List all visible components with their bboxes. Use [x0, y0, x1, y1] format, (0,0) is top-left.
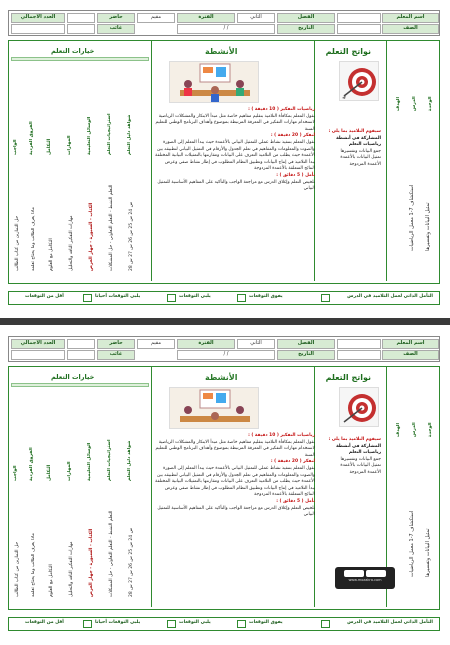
warmup-text: يقول المعلم بمكافأة التلاميذ بتقليم مفاهيم خاصة مثل مبدأ الابتكار والمشكلات الرياضية لاستخدام مهارات التفكير في المعرفة المرتبطة بموضوع وأهداف البرنامج الوطني للتعليم السنة — [155, 113, 315, 132]
goals-block — [319, 129, 381, 239]
outcomes-title-2: نواتج التعلم — [325, 373, 371, 382]
absent-field[interactable] — [67, 24, 95, 34]
date-label-2: التاريخ — [277, 350, 335, 360]
teacher-label-2: اسم المعلم — [382, 339, 439, 349]
period-value-2: مقيم — [137, 339, 175, 349]
lesson-header-2: الدرس — [412, 422, 417, 437]
plan-body — [8, 40, 440, 284]
close-text: يبدأ التلاميذ في إنتاج البيانات وتطبيق النظام المطلوب في إطار نشاط صفي وعرض النتائج المتعلقة بالأعمدة المزدوجة — [164, 159, 315, 172]
exceed-checkbox[interactable] — [321, 294, 330, 302]
choices-title-2: خيارات التعلم — [51, 373, 95, 381]
classroom-illustration — [169, 61, 259, 103]
strategies-header: استراتيجيات التعلم — [107, 113, 112, 155]
total-field-2[interactable] — [11, 350, 65, 360]
date-label: التاريخ — [277, 24, 335, 34]
period-label-2: الفترة — [177, 339, 235, 349]
period-label: الفترة — [177, 13, 235, 23]
goals-block-2: سيقوم التلاميذ بما يلي : المشاركة في أنشطة رياضيات التعلم جمع البيانات وتفسيرها تمثيل البيانات بالأعمدة الأعمدة المزدوجة — [328, 437, 381, 475]
class-field-2[interactable] — [337, 350, 381, 360]
below-label: أقل من التوقعات — [25, 294, 64, 299]
lesson-plan-sheet-1 — [8, 10, 440, 308]
semester-value: الثاني — [237, 13, 275, 23]
evidence-list: س 24 س 25 س 26 س 27 س 28 — [129, 201, 134, 271]
total-label: العدد الاجمالي — [11, 13, 65, 23]
present-field-2[interactable] — [67, 339, 95, 349]
activities-text-2: رياضيات التفكير ( 10 دقيقة ) : يقول المعلم بمكافأة التلاميذ بتقليم مفاهيم خاصة مثل مبدأ الابتكار والمشكلات الرياضية لاستخدام مهارات التفكير في المعرفة المرتبطة بموضوع وأهداف البرنامج الوطني للتعليم السنة لنفكر ( 20 دقيقة ) : يقول المعلم بتنفيذ نشاط عملي للتمثيل البياني بالأعمدة حيث يبدأ المعلم إلى الصورة والصوت والمعلومات والمفاهيم في تعلم الجدول والأرقام في التمثيل البياني لتطبيقه بين الأعمدة حيث يطلب من التلاميذ التعرف على البيانات ومقارنتها بالتمثيلات البيانية المختلفة يبدأ التلاميذ في إنتاج البيانات وتطبيق النظام المطلوب في إطار نشاط صفي وعرض النتائج المتعلقة بالأعمدة المزدوجة تأمل ( 5 دقائق ) : تلخيص التعلم وإغلاق الدرس مع مراجعة الواجب والتأكيد على المفاهيم الأساسية للتمثيل البياني — [155, 433, 315, 518]
class-field[interactable] — [337, 24, 381, 34]
semester-value-2: الثاني — [237, 339, 275, 349]
total-field[interactable] — [11, 24, 65, 34]
choices-title: خيارات التعلم — [51, 47, 95, 55]
skills-text: مهارات التفكير الناقد والتحليل — [69, 215, 74, 271]
present-label-2: حاضر — [97, 339, 135, 349]
reflection-footer — [8, 291, 440, 305]
objective-header: الهدف — [396, 96, 401, 111]
semester-label: الفصل — [277, 13, 335, 23]
goal-item-1: المشاركة في أنشطة رياضيات التعلم — [336, 135, 381, 148]
main-text: يقول المعلم بتنفيذ نشاط عملي للتمثيل البياني بالأعمدة حيث يبدأ المعلم إلى الصورة والصوت والمعلومات والمفاهيم في تعلم الجدول والأرقام في التمثيل البياني لتطبيقه بين الأعمدة حيث يطلب من التلاميذ التعرف على البيانات ومقارنتها بالتمثيلات البيانية المختلفة — [155, 139, 315, 159]
period-value: مقيم — [137, 13, 175, 23]
evidence-header: شواهد دليل التعلم — [127, 114, 132, 155]
teacher-label: اسم المعلم — [382, 13, 439, 23]
unit-header: الوحدة — [428, 96, 433, 111]
teacher-name-field[interactable] — [337, 13, 381, 23]
date-value-2: / / — [177, 350, 275, 360]
sometimes-checkbox[interactable] — [167, 294, 176, 302]
meets-label: يلبي التوقعات — [179, 294, 211, 299]
goal-item-4: الأعمدة المزدوجة — [349, 161, 381, 167]
absent-label-2: غائب — [97, 350, 135, 360]
tools-header: الوسائل التعليمية — [87, 116, 92, 155]
lesson-plan-sheet-2 — [8, 336, 440, 636]
reflection-footer-2: التأمل الذاتي لعمل التلاميذ في الدرس يفوق التوقعات يلبي التوقعات يلبي التوقعات أحيانا أقل من التوقعات — [8, 617, 440, 631]
sheet-header-2 — [8, 336, 440, 362]
promo-site: www.mozakra.com — [348, 578, 382, 582]
meets-checkbox-2[interactable] — [237, 620, 246, 628]
unit-header-2: الوحدة — [428, 422, 433, 437]
evidence-list-2: س 24 س 25 س 26 س 27 س 28 — [129, 527, 134, 597]
below-checkbox[interactable] — [83, 294, 92, 302]
strategies-text: التعلم النشط - التعلم التعاوني - حل المشكلات — [109, 184, 114, 271]
page-divider — [0, 318, 450, 325]
plan-body-2: الوحدة الدرس الهدف تمثيل البيانات وتفسيرها استكشاف 7-1 معمل الرياضيات نواتج التعلم سيقوم التلاميذ بما يلي : المشاركة في أنشطة رياضيات التعلم جمع البيانات وتفسيرها تمثيل البيانات بالأعمدة الأعمدة المزدوجة الأنشطة رياضيات التفكير ( 10 دقيقة ) : يقول المعلم بمكافأة التلاميذ بتقليم مفاهيم خاصة مثل مبدأ الابتكار والمشكلات الرياضية لاستخدام مهارات التفكير في المعرفة المرتبطة بموضوع وأهداف البرنامج الوطني للتعليم السنة لنفكر ( 20 دقيقة ) : يقول المعلم بتنفيذ نشاط عملي للتمثيل البياني بالأعمدة حيث يبدأ المعلم إلى الصورة والصوت والمعلومات والمفاهيم في تعلم الجدول والأرقام في التمثيل البياني لتطبيقه بين الأعمدة حيث يطلب من التلاميذ التعرف على البيانات ومقارنتها بالتمثيلات البيانية المختلفة يبدأ التلاميذ في إنتاج البيانات وتطبيق النظام المطلوب في إطار نشاط صفي وعرض النتائج المتعلقة بالأعمدة المزدوجة تأمل ( 5 دقائق ) : تلخيص التعلم وإغلاق الدرس مع مراجعة الواجب والتأكيد على المفاهيم الأساسية للتمثيل البياني خيارات التعلم شواهد دليل التعلم استراتيجيات التعلم الوسائل التعليمية المهارات التكامل الفروق الفردية الواجب س 24 س 25 س 26 س 27 س 28 التعلم النشط - التعلم التعاوني - حل المشكلات الكتاب - السبورة - جهاز العرض مهارات التفكير الناقد والتحليل التكامل مع العلوم ماذا يعرف الطالب وما يحتاج تعلمه حل التمارين من كتاب الطالب www.mozakra.com — [8, 366, 440, 610]
class-label-2: الصف — [382, 350, 439, 360]
integration-text: التكامل مع العلوم — [49, 238, 54, 271]
activities-title-2: الأنشطة — [205, 373, 238, 382]
date-value: / / — [177, 24, 275, 34]
sometimes-checkbox-2[interactable] — [167, 620, 176, 628]
unit-text-2: تمثيل البيانات وتفسيرها — [425, 528, 431, 577]
target-illustration — [339, 61, 379, 101]
sometimes-label: يلبي التوقعات أحيانا — [95, 294, 141, 299]
goal-item-3: تمثيل البيانات بالأعمدة — [340, 155, 381, 161]
unit-text: تمثيل البيانات وتفسيرها — [425, 202, 431, 251]
goal-intro: سيقوم التلاميذ بما يلي : — [328, 129, 381, 134]
skills-header: المهارات — [67, 135, 72, 155]
classroom-illustration-2 — [169, 387, 259, 429]
lesson-text-2: استكشاف 7-1 معمل الرياضيات — [409, 510, 415, 577]
exceed-checkbox-2[interactable] — [321, 620, 330, 628]
activities-title: الأنشطة — [205, 47, 238, 56]
absent-label: غائب — [97, 24, 135, 34]
present-label: حاضر — [97, 13, 135, 23]
lesson-text: استكشاف 7-1 معمل الرياضيات — [409, 184, 415, 251]
main-title: لنفكر ( 20 دقيقة ) : — [270, 133, 315, 139]
below-checkbox-2[interactable] — [83, 620, 92, 628]
warmup-title: رياضيات التفكير ( 10 دقيقة ) : — [248, 107, 315, 112]
total-label-2: العدد الاجمالي — [11, 339, 65, 349]
tools-text: الكتاب - السبورة - جهاز العرض — [89, 202, 94, 271]
homework-text: حل التمارين من كتاب الطالب — [15, 215, 20, 271]
activities-text — [155, 107, 315, 277]
target-illustration-2 — [339, 387, 379, 427]
class-label: الصف — [382, 24, 439, 34]
teacher-name-field-2[interactable] — [337, 339, 381, 349]
reflect-title: تأمل ( 5 دقائق ) : — [276, 172, 315, 178]
individual-text: ماذا يعرف الطالب وما يحتاج تعلمه — [31, 207, 36, 271]
outcomes-title: نواتج التعلم — [325, 47, 371, 56]
individual-header: الفروق الفردية — [29, 121, 34, 155]
promo-badge[interactable] — [335, 567, 395, 589]
meets-checkbox[interactable] — [237, 294, 246, 302]
lesson-header: الدرس — [412, 96, 417, 111]
integration-header: التكامل — [47, 138, 52, 155]
semester-label-2: الفصل — [277, 339, 335, 349]
exceed-label: يفوق التوقعات — [249, 294, 283, 299]
present-field[interactable] — [67, 13, 95, 23]
sheet-header — [8, 10, 440, 36]
reflect-text: تلخيص التعلم وإغلاق الدرس مع مراجعة الواجب والتأكيد على المفاهيم الأساسية للتمثيل البياني — [157, 179, 315, 192]
objective-header-2: الهدف — [396, 422, 401, 437]
goal-item-2: جمع البيانات وتفسيرها — [340, 148, 381, 154]
reflection-title: التأمل الذاتي لعمل التلاميذ في الدرس — [347, 294, 433, 299]
absent-field-2[interactable] — [67, 350, 95, 360]
homework-header: الواجب — [13, 139, 18, 155]
